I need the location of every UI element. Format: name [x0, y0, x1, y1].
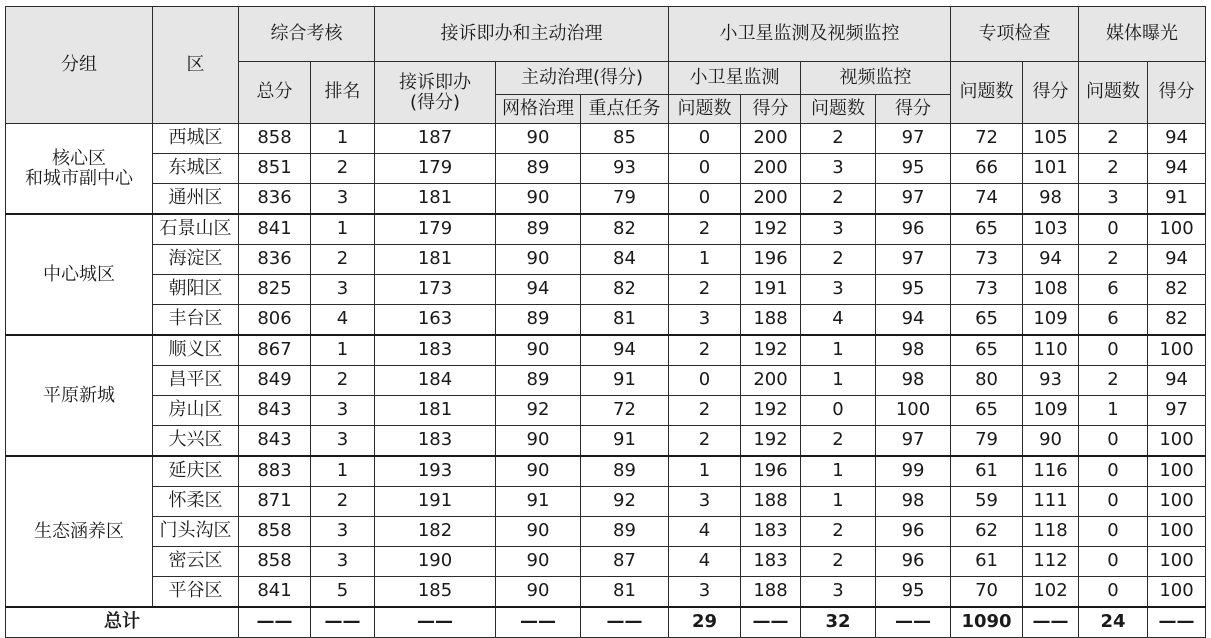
district-name-cell: 怀柔区 — [153, 487, 239, 517]
data-cell: 98 — [876, 366, 951, 396]
data-cell: 89 — [496, 154, 581, 184]
data-cell: 188 — [741, 577, 801, 608]
data-cell: 858 — [239, 547, 311, 577]
data-cell: 196 — [741, 456, 801, 487]
table-row — [6, 547, 1206, 577]
header-video-score: 得分 — [876, 95, 951, 124]
data-cell: 94 — [1148, 154, 1206, 184]
data-cell: 2 — [801, 517, 876, 547]
total-cell: 29 — [669, 607, 741, 638]
data-cell: 98 — [876, 487, 951, 517]
data-cell: 94 — [1148, 245, 1206, 275]
data-cell: 103 — [1023, 214, 1079, 245]
data-cell: 94 — [581, 335, 669, 366]
data-cell: 89 — [496, 305, 581, 336]
data-cell: 97 — [876, 184, 951, 215]
district-name-cell: 平谷区 — [153, 577, 239, 608]
data-cell: 90 — [496, 124, 581, 154]
data-cell: 190 — [375, 547, 496, 577]
district-name-cell: 通州区 — [153, 184, 239, 215]
data-cell: 181 — [375, 245, 496, 275]
data-cell: 0 — [1079, 214, 1148, 245]
data-cell: 836 — [239, 245, 311, 275]
district-name-cell: 朝阳区 — [153, 275, 239, 305]
data-cell: 3 — [311, 547, 375, 577]
data-cell: 193 — [375, 456, 496, 487]
data-cell: 98 — [876, 335, 951, 366]
data-cell: 92 — [581, 487, 669, 517]
data-cell: 96 — [876, 547, 951, 577]
group-name-cell — [6, 214, 153, 335]
data-cell: 94 — [1023, 245, 1079, 275]
data-cell: 90 — [496, 335, 581, 366]
data-cell: 100 — [876, 396, 951, 426]
table-row — [6, 396, 1206, 426]
group-name-line1: 生态涵养区 — [34, 520, 124, 542]
data-cell: 72 — [581, 396, 669, 426]
data-cell: 94 — [876, 305, 951, 336]
data-cell: 99 — [876, 456, 951, 487]
data-cell: 188 — [741, 487, 801, 517]
data-cell: 1 — [669, 456, 741, 487]
data-cell: 1 — [311, 214, 375, 245]
total-cell: —— — [239, 607, 311, 638]
data-cell: 96 — [876, 517, 951, 547]
data-cell: 89 — [581, 517, 669, 547]
data-cell: 2 — [801, 184, 876, 215]
data-cell: 1 — [311, 124, 375, 154]
data-cell: 163 — [375, 305, 496, 336]
table-row — [6, 517, 1206, 547]
data-cell: 3 — [311, 396, 375, 426]
data-cell: 6 — [1079, 305, 1148, 336]
data-cell: 843 — [239, 396, 311, 426]
data-cell: 2 — [669, 335, 741, 366]
header-satellite-score: 得分 — [741, 95, 801, 124]
header-satellite: 小卫星监测 — [669, 62, 801, 95]
data-cell: 191 — [375, 487, 496, 517]
data-cell: 100 — [1148, 487, 1206, 517]
data-cell: 192 — [741, 214, 801, 245]
data-cell: 105 — [1023, 124, 1079, 154]
data-cell: 187 — [375, 124, 496, 154]
data-cell: 62 — [951, 517, 1023, 547]
data-cell: 2 — [311, 487, 375, 517]
data-cell: 70 — [951, 577, 1023, 608]
data-cell: 65 — [951, 305, 1023, 336]
group-name-cell — [6, 124, 153, 215]
data-cell: 95 — [876, 577, 951, 608]
data-cell: 2 — [669, 426, 741, 457]
data-cell: 841 — [239, 577, 311, 608]
data-cell: 841 — [239, 214, 311, 245]
table-row — [6, 366, 1206, 396]
table-row — [6, 275, 1206, 305]
data-cell: 2 — [801, 426, 876, 457]
data-cell: 66 — [951, 154, 1023, 184]
district-name-cell: 顺义区 — [153, 335, 239, 366]
total-cell: —— — [496, 607, 581, 638]
table-row — [6, 124, 1206, 154]
data-cell: 82 — [581, 275, 669, 305]
data-cell: 3 — [311, 184, 375, 215]
data-cell: 200 — [741, 154, 801, 184]
data-cell: 91 — [581, 366, 669, 396]
data-cell: 72 — [951, 124, 1023, 154]
header-special-score: 得分 — [1023, 62, 1079, 124]
table-row — [6, 487, 1206, 517]
district-name-cell: 门头沟区 — [153, 517, 239, 547]
data-cell: 188 — [741, 305, 801, 336]
table-row — [6, 456, 1206, 487]
data-cell: 2 — [669, 275, 741, 305]
data-cell: 2 — [801, 547, 876, 577]
data-cell: 3 — [311, 517, 375, 547]
data-cell: 0 — [1079, 426, 1148, 457]
total-cell: —— — [311, 607, 375, 638]
table-row — [6, 335, 1206, 366]
data-cell: 858 — [239, 124, 311, 154]
district-name-cell: 海淀区 — [153, 245, 239, 275]
total-cell: —— — [1023, 607, 1079, 638]
data-cell: 97 — [876, 124, 951, 154]
data-cell: 0 — [1079, 487, 1148, 517]
data-cell: 73 — [951, 275, 1023, 305]
data-cell: 3 — [801, 275, 876, 305]
data-cell: 91 — [496, 487, 581, 517]
data-cell: 100 — [1148, 517, 1206, 547]
data-cell: 200 — [741, 366, 801, 396]
header-complaints-score-line2: (得分) — [409, 91, 461, 113]
header-satellite-section: 小卫星监测及视频监控 — [669, 7, 951, 62]
district-name-cell: 昌平区 — [153, 366, 239, 396]
data-cell: 2 — [1079, 366, 1148, 396]
data-cell: 81 — [581, 305, 669, 336]
data-cell: 183 — [375, 426, 496, 457]
data-cell: 61 — [951, 547, 1023, 577]
district-name-cell: 石景山区 — [153, 214, 239, 245]
data-cell: 110 — [1023, 335, 1079, 366]
data-cell: 0 — [1079, 517, 1148, 547]
data-cell: 849 — [239, 366, 311, 396]
data-cell: 98 — [1023, 184, 1079, 215]
data-cell: 2 — [801, 124, 876, 154]
data-cell: 871 — [239, 487, 311, 517]
data-cell: 4 — [669, 547, 741, 577]
data-cell: 0 — [1079, 335, 1148, 366]
data-cell: 100 — [1148, 577, 1206, 608]
data-cell: 91 — [1148, 184, 1206, 215]
data-cell: 82 — [1148, 305, 1206, 336]
data-cell: 90 — [496, 577, 581, 608]
data-cell: 79 — [581, 184, 669, 215]
data-cell: 3 — [801, 577, 876, 608]
data-cell: 90 — [496, 245, 581, 275]
data-cell: 101 — [1023, 154, 1079, 184]
district-name-cell: 延庆区 — [153, 456, 239, 487]
data-cell: 181 — [375, 396, 496, 426]
district-name-cell: 密云区 — [153, 547, 239, 577]
header-total-score: 总分 — [239, 62, 311, 124]
total-cell: 32 — [801, 607, 876, 638]
data-cell: 3 — [311, 275, 375, 305]
data-cell: 2 — [669, 396, 741, 426]
data-cell: 3 — [311, 426, 375, 457]
data-cell: 200 — [741, 184, 801, 215]
data-cell: 80 — [951, 366, 1023, 396]
data-cell: 118 — [1023, 517, 1079, 547]
data-cell: 3 — [801, 154, 876, 184]
data-cell: 825 — [239, 275, 311, 305]
data-cell: 92 — [496, 396, 581, 426]
total-row — [6, 607, 1206, 638]
district-name-cell: 西城区 — [153, 124, 239, 154]
data-cell: 2 — [311, 245, 375, 275]
data-cell: 1 — [801, 487, 876, 517]
data-cell: 2 — [1079, 124, 1148, 154]
data-cell: 90 — [496, 426, 581, 457]
data-cell: 61 — [951, 456, 1023, 487]
assessment-table — [5, 6, 1206, 638]
data-cell: 82 — [1148, 275, 1206, 305]
data-cell: 65 — [951, 214, 1023, 245]
data-cell: 1 — [311, 456, 375, 487]
data-cell: 4 — [311, 305, 375, 336]
header-special-issues: 问题数 — [951, 62, 1023, 124]
data-cell: 836 — [239, 184, 311, 215]
data-cell: 100 — [1148, 456, 1206, 487]
data-cell: 81 — [581, 577, 669, 608]
data-cell: 2 — [311, 366, 375, 396]
data-cell: 183 — [741, 547, 801, 577]
data-cell: 93 — [581, 154, 669, 184]
data-cell: 0 — [801, 396, 876, 426]
data-cell: 84 — [581, 245, 669, 275]
data-cell: 0 — [669, 366, 741, 396]
header-key-tasks: 重点任务 — [581, 95, 669, 124]
total-cell: —— — [741, 607, 801, 638]
data-cell: 96 — [876, 214, 951, 245]
data-cell: 192 — [741, 335, 801, 366]
table-row — [6, 245, 1206, 275]
data-cell: 1 — [669, 245, 741, 275]
group-name-line1: 平原新城 — [43, 384, 115, 406]
header-special-inspection: 专项检查 — [951, 7, 1079, 62]
data-cell: 1 — [1079, 396, 1148, 426]
data-cell: 3 — [669, 305, 741, 336]
data-cell: 109 — [1023, 305, 1079, 336]
data-cell: 94 — [1148, 366, 1206, 396]
district-name-cell: 东城区 — [153, 154, 239, 184]
data-cell: 1 — [311, 335, 375, 366]
data-cell: 59 — [951, 487, 1023, 517]
data-cell: 97 — [876, 426, 951, 457]
data-cell: 100 — [1148, 335, 1206, 366]
data-cell: 90 — [496, 517, 581, 547]
total-cell: —— — [581, 607, 669, 638]
data-cell: 116 — [1023, 456, 1079, 487]
data-cell: 74 — [951, 184, 1023, 215]
data-cell: 0 — [1079, 456, 1148, 487]
header-media-issues: 问题数 — [1079, 62, 1148, 124]
data-cell: 183 — [741, 517, 801, 547]
data-cell: 6 — [1079, 275, 1148, 305]
data-cell: 73 — [951, 245, 1023, 275]
header-media-exposure: 媒体曝光 — [1079, 7, 1206, 62]
data-cell: 91 — [581, 426, 669, 457]
data-cell: 192 — [741, 396, 801, 426]
data-cell: 185 — [375, 577, 496, 608]
header-video: 视频监控 — [801, 62, 951, 95]
data-cell: 0 — [1079, 547, 1148, 577]
data-cell: 858 — [239, 517, 311, 547]
header-comprehensive: 综合考核 — [239, 7, 375, 62]
data-cell: 843 — [239, 426, 311, 457]
table-row — [6, 214, 1206, 245]
data-cell: 191 — [741, 275, 801, 305]
total-cell: 1090 — [951, 607, 1023, 638]
header-video-issues: 问题数 — [801, 95, 876, 124]
data-cell: 196 — [741, 245, 801, 275]
data-cell: 179 — [375, 154, 496, 184]
data-cell: 94 — [1148, 124, 1206, 154]
data-cell: 0 — [1079, 577, 1148, 608]
data-cell: 4 — [801, 305, 876, 336]
header-district: 区 — [153, 7, 239, 124]
data-cell: 806 — [239, 305, 311, 336]
table-row — [6, 305, 1206, 336]
data-cell: 1 — [801, 456, 876, 487]
data-cell: 95 — [876, 275, 951, 305]
data-cell: 100 — [1148, 547, 1206, 577]
header-complaints-score — [375, 62, 496, 124]
header-active-governance: 主动治理(得分) — [496, 62, 669, 95]
district-name-cell: 丰台区 — [153, 305, 239, 336]
data-cell: 2 — [801, 245, 876, 275]
table-row — [6, 154, 1206, 184]
data-cell: 1 — [801, 335, 876, 366]
data-cell: 100 — [1148, 426, 1206, 457]
data-cell: 93 — [1023, 366, 1079, 396]
group-name-cell — [6, 456, 153, 607]
table-header — [6, 7, 1206, 124]
data-cell: 90 — [496, 547, 581, 577]
data-cell: 200 — [741, 124, 801, 154]
data-cell: 109 — [1023, 396, 1079, 426]
data-cell: 2 — [669, 214, 741, 245]
group-name-line1: 中心城区 — [43, 263, 115, 285]
total-label: 总计 — [6, 607, 239, 638]
data-cell: 90 — [1023, 426, 1079, 457]
header-satellite-issues: 问题数 — [669, 95, 741, 124]
data-cell: 95 — [876, 154, 951, 184]
data-cell: 97 — [876, 245, 951, 275]
total-cell: —— — [876, 607, 951, 638]
data-cell: 100 — [1148, 214, 1206, 245]
group-name-line1: 核心区 — [52, 147, 106, 169]
data-cell: 192 — [741, 426, 801, 457]
data-cell: 111 — [1023, 487, 1079, 517]
data-cell: 112 — [1023, 547, 1079, 577]
data-cell: 867 — [239, 335, 311, 366]
data-cell: 2 — [1079, 245, 1148, 275]
data-cell: 851 — [239, 154, 311, 184]
data-cell: 85 — [581, 124, 669, 154]
data-cell: 0 — [669, 184, 741, 215]
data-cell: 3 — [669, 487, 741, 517]
data-cell: 97 — [1148, 396, 1206, 426]
data-cell: 65 — [951, 396, 1023, 426]
data-cell: 89 — [496, 366, 581, 396]
data-cell: 0 — [669, 154, 741, 184]
table-row — [6, 184, 1206, 215]
data-cell: 3 — [669, 577, 741, 608]
data-cell: 89 — [496, 214, 581, 245]
data-cell: 181 — [375, 184, 496, 215]
header-complaints-score-line1: 接诉即办 — [399, 71, 471, 93]
header-complaints-section: 接诉即办和主动治理 — [375, 7, 669, 62]
data-cell: 179 — [375, 214, 496, 245]
table-row — [6, 426, 1206, 457]
data-cell: 87 — [581, 547, 669, 577]
total-cell: —— — [375, 607, 496, 638]
data-cell: 89 — [581, 456, 669, 487]
district-name-cell: 大兴区 — [153, 426, 239, 457]
header-grid-governance: 网格治理 — [496, 95, 581, 124]
header-rank: 排名 — [311, 62, 375, 124]
data-cell: 2 — [1079, 154, 1148, 184]
data-cell: 90 — [496, 456, 581, 487]
header-media-score: 得分 — [1148, 62, 1206, 124]
data-cell: 3 — [801, 214, 876, 245]
data-cell: 5 — [311, 577, 375, 608]
data-cell: 173 — [375, 275, 496, 305]
group-name-line2: 和城市副中心 — [25, 167, 133, 189]
data-cell: 1 — [801, 366, 876, 396]
data-cell: 182 — [375, 517, 496, 547]
table-body — [6, 124, 1206, 638]
district-name-cell: 房山区 — [153, 396, 239, 426]
data-cell: 2 — [311, 154, 375, 184]
data-cell: 0 — [669, 124, 741, 154]
data-cell: 883 — [239, 456, 311, 487]
data-cell: 90 — [496, 184, 581, 215]
data-cell: 82 — [581, 214, 669, 245]
data-cell: 79 — [951, 426, 1023, 457]
data-cell: 3 — [1079, 184, 1148, 215]
data-cell: 94 — [496, 275, 581, 305]
data-cell: 184 — [375, 366, 496, 396]
data-cell: 102 — [1023, 577, 1079, 608]
total-cell: 24 — [1079, 607, 1148, 638]
data-cell: 108 — [1023, 275, 1079, 305]
total-cell: —— — [1148, 607, 1206, 638]
data-cell: 183 — [375, 335, 496, 366]
assessment-table-container — [5, 6, 1205, 633]
group-name-cell — [6, 335, 153, 456]
header-group: 分组 — [6, 7, 153, 124]
data-cell: 65 — [951, 335, 1023, 366]
data-cell: 4 — [669, 517, 741, 547]
table-row — [6, 577, 1206, 608]
